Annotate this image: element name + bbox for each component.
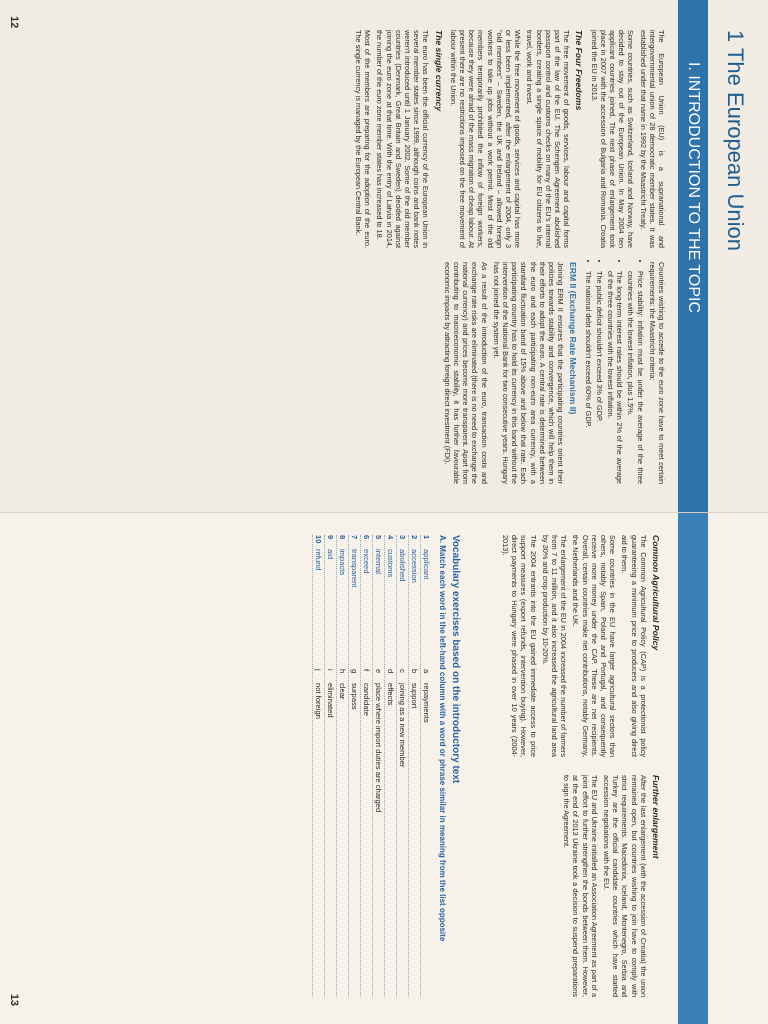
single-currency-heading: The single currency (433, 30, 444, 112)
criteria-item: • The public deficit shouldn't exceed 3% of GDP. (595, 271, 604, 484)
vocab-number: 7 (349, 535, 359, 540)
topic-band: I. INTRODUCTION TO THE TOPIC (678, 0, 708, 512)
further-paragraph-2: The EU and Ukraine initialled an Association Agreement as part of a joint effort to further strengthen the bonds between them. However, at the end of 2013 Ukraine took a decision to suspend preparations to sign the Agreement. (562, 775, 599, 997)
further-paragraph-1: After the last enlargement (with the accession of Croatia) the union remained open, but countries wishing to join have to comply with strict requirements. Macedonia, Iceland, Montenegro, Serbia and Turkey are the official candidate countries which have started accession negotiations with the EU. (601, 775, 648, 997)
vocab-letter: b (409, 669, 419, 674)
left-column-1 (351, 30, 666, 248)
vocab-definition: clear (337, 683, 347, 700)
single-currency-paragraph-2: Most of the members are preparing for the adoption of the euro. The single currency is managed by the European Central Bank. (353, 30, 373, 248)
vocab-letter: f (361, 669, 371, 672)
cap-paragraph-2: Some countries in the EU have larger agricultural sectors than others, notably Spain, Poland and Portugal, and consequently receive more money under the CAP. These are net recipients. Overall, certain countries make net contributions, notably Germany, the Netherlands and the UK. (571, 535, 618, 757)
criteria-item: • The national debt shouldn't exceed 60% of GDP. (583, 271, 592, 484)
vocab-definition: effects (385, 683, 395, 706)
chapter-title: 1 The European Union (723, 30, 748, 251)
vocabulary-row (360, 535, 372, 997)
criteria-intro: Countries wishing to accede to the euro zone have to meet certain requirements: the Maastricht criteria: (647, 262, 666, 484)
vocab-word: internal (373, 549, 383, 574)
vocab-number: 8 (337, 535, 347, 540)
cap-paragraph-1: The Common Agricultural Policy (CAP) is a protectionist policy guaranteeing a minimum price to producers and also giving direct aid to them. (620, 535, 648, 757)
vocab-number: 9 (325, 535, 335, 540)
cap-paragraph-4: The 2004 entrants into the EU gained immediate access to price support measures (export refunds, intervention buying). However, direct payments to Hungary were phased in over 10 years (2004-2013). (500, 535, 538, 757)
cap-heading: Common Agricultural Policy (651, 535, 661, 651)
criteria-item: • The long-term interest rates should be within 2% of the average of the three countries with the lowest inflation. (606, 271, 624, 484)
vocab-definition: place where import duties are charged (373, 683, 383, 813)
vocabulary-row (312, 535, 324, 997)
right-page (0, 512, 768, 1024)
vocabulary-row (384, 535, 396, 997)
vocab-number: 2 (409, 535, 419, 540)
left-column-2 (440, 262, 666, 484)
four-freedoms-paragraph-1: The free movement of goods, services, labour and capital forms part of the law of the EU. The Schengen Agreement abolished passport control and customs checks on many of the EU's internal borders, creating a single space of mobility for EU citizens to live, travel, work and invest. (525, 30, 572, 248)
vocab-letter: j (313, 669, 323, 671)
vocab-word: accession (409, 549, 419, 583)
header-band (678, 513, 708, 1024)
vocab-definition: repayments (421, 683, 431, 723)
vocab-word: impacts (337, 549, 347, 576)
four-freedoms-paragraph-2: While the free movement of goods, services and capital has more or less been implemented, after the enlargement of 2004, only 3 "old members" – Sweden, the UK and Ireland – allowed foreign workers to take up jobs without a work permit. Most of the old members temporarily prohibited the inflow of foreign workers, because they were afraid of the mass migration of cheap labour. At present there are no restrictions imposed on the free movement of labour within the Union. (448, 30, 523, 248)
vocab-number: 10 (313, 535, 323, 544)
page-number-right: 13 (8, 993, 20, 1006)
vocabulary-table (312, 535, 432, 997)
vocab-word: exceed (361, 549, 371, 574)
vocab-definition: joining as a new member (397, 683, 407, 768)
criteria-item: • Price stability: inflation must be under the average of the three countries with the lowest inflation, plus 1.5%. (626, 271, 644, 484)
vocab-letter: e (373, 669, 383, 674)
vocab-definition: surpass (349, 683, 359, 710)
right-column-1 (498, 535, 666, 757)
page-number-left: 12 (8, 16, 20, 29)
vocab-word: aid (325, 549, 335, 560)
vocab-word: customs (385, 549, 395, 578)
vocab-letter: d (385, 669, 395, 674)
vocab-number: 6 (361, 535, 371, 540)
vocabulary-row (348, 535, 360, 997)
four-freedoms-heading: The Four Freedoms (574, 30, 585, 111)
vocab-definition: eliminated (325, 683, 335, 718)
vocab-definition: support (409, 683, 419, 709)
vocab-word: applicant (421, 549, 431, 580)
vocab-letter: c (397, 669, 407, 673)
vocabulary-title: Vocabulary exercises based on the introductory text (450, 535, 461, 784)
vocab-number: 3 (397, 535, 407, 540)
erm-paragraph-2: As a result of the introduction of the euro, transaction costs and exchange rate risks are eliminated (there is no need to exchange the national currency) and prices become more transparent. Apart from contributing to macroeconomic stability, it has further favourable economic impacts by attracting foreign direct investment (FDI). (442, 262, 489, 484)
right-column-2 (559, 775, 666, 997)
cap-paragraph-3: The enlargement of the EU in 2004 increased the number of farmers from 7 to 11 million, and it also increased the agricultural land area by 30% and crop production by 10-20%. (540, 535, 569, 757)
vocab-definition: candidate (361, 683, 371, 716)
criteria-list (583, 262, 644, 484)
erm-heading: ERM II (Exchange Rate Mechanism II) (568, 262, 579, 415)
further-enlargement-heading: Further enlargement (651, 775, 661, 859)
vocab-number: 5 (373, 535, 383, 540)
vocab-word: transparent (349, 549, 359, 588)
intro-paragraph-2: Some countries, such as Switzerland, Iceland and Norway, have decided to stay out of the European Union. In May 2004 ten applicant countries joined. The next phase of enlargement took place in 2007 with the accession of Bulgaria and Romania. Croatia joined the EU in 2013. (589, 30, 636, 248)
vocab-letter: a (421, 669, 431, 674)
vocabulary-row (324, 535, 336, 997)
vocab-number: 4 (385, 535, 395, 540)
vocabulary-row (372, 535, 384, 997)
single-currency-paragraph-1: The euro has been the official currency of the European Union in several member states since 1999, although coins and bank notes weren't introduced until 1 January 2002. Some of the old member countries (Denmark, Great Britain and Sweden) decided against joining the euro zone at that time. With the entry of Latvia in 2014, the number of the euro zone member states has increased to 18. (375, 30, 431, 248)
vocabulary-row (396, 535, 408, 997)
vocab-word: abolished (397, 549, 407, 582)
vocab-letter: h (337, 669, 347, 674)
erm-paragraph-1: Joining ERM II ensures that the participating countries orient their policies towards stability and convergence, which will help them in their efforts to adopt the euro. A central rate is determined between the euro and each participating non-euro area currency, with a standard fluctuation band of 15% above and below that rate. Each participating country has to hold its currency in this band without the intervention of the National Bank for two consecutive years. Hungary has not joined the system yet. (491, 262, 566, 484)
vocab-letter: g (349, 669, 359, 674)
vocab-letter: i (325, 669, 335, 671)
vocabulary-instruction: A. Match each word in the left-hand column with a word or phrase similar in meaning from the list opposite (437, 535, 447, 942)
vocabulary-section (312, 535, 468, 997)
intro-paragraph: The European Union (EU) is a supranational and intergovernmental union of 28 democratic member states. It was established under that name in 1992 by the Maastricht Treaty. (638, 30, 666, 248)
vocabulary-row (408, 535, 420, 997)
vocab-word: refund (313, 549, 323, 571)
vocab-number: 1 (421, 535, 431, 540)
vocabulary-row (420, 535, 432, 997)
vocabulary-row (336, 535, 348, 997)
vocab-definition: not foreign (313, 683, 323, 719)
